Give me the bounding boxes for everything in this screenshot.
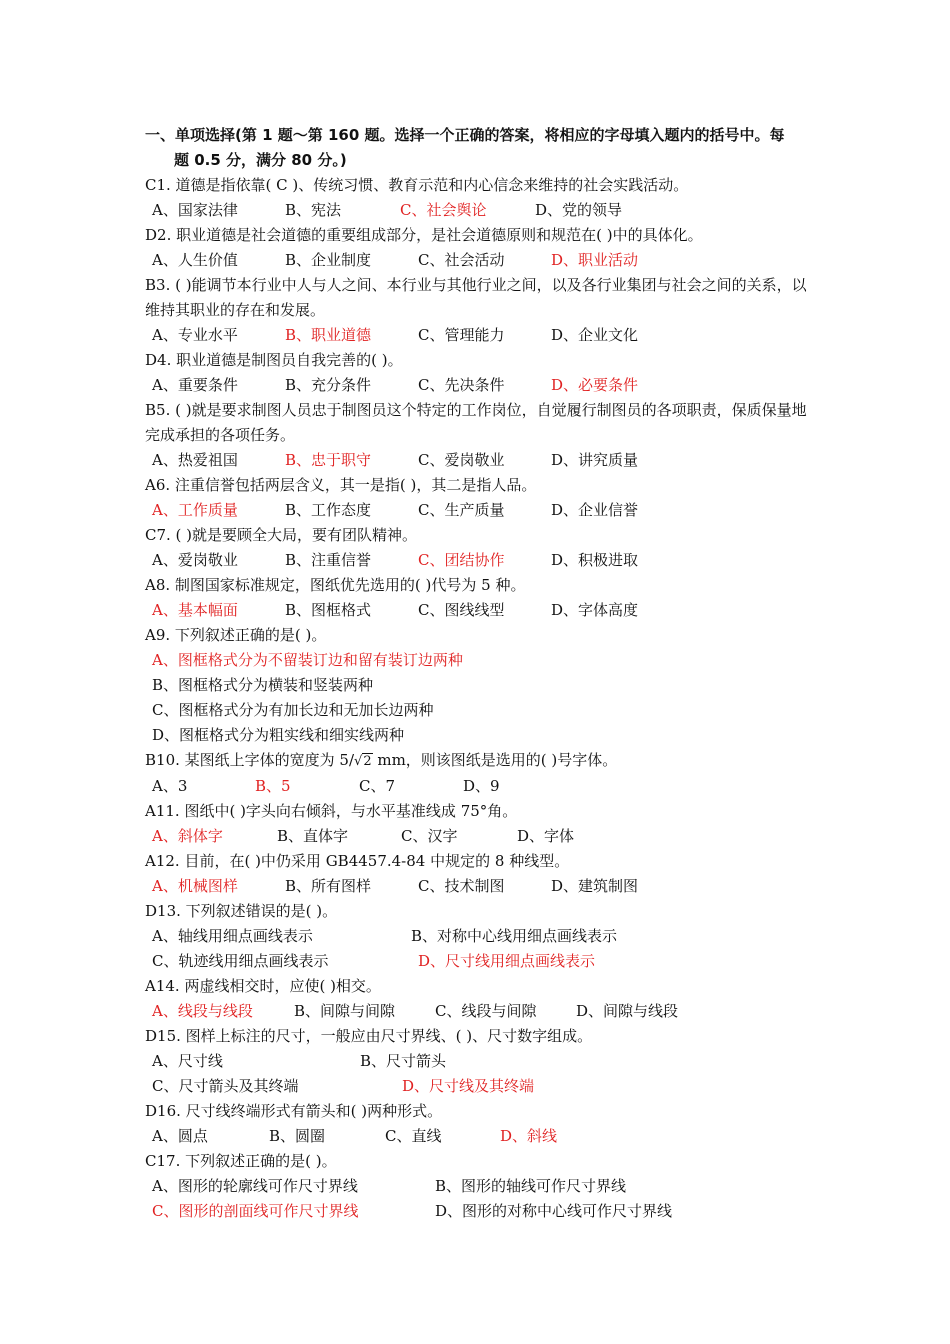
option-row xyxy=(145,598,813,623)
question-text: B5. ( )就是要求制图人员忠于制图员这个特定的工作岗位，自觉履行制图员的各项职责，保质保量地完成承担的各项任务。 xyxy=(145,401,807,444)
option-a: A、尺寸线 xyxy=(152,1052,223,1070)
option-b: B、企业制度 xyxy=(285,251,372,269)
option-row xyxy=(145,1074,813,1099)
option-d: D、字体 xyxy=(517,827,575,845)
option-d: D、斜线 xyxy=(500,1127,558,1145)
option-a: A、机械图样 xyxy=(152,877,238,895)
sqrt-symbol: √ xyxy=(354,754,363,769)
option-a: A、图框格式分为不留装订边和留有装订边两种 xyxy=(152,651,463,669)
option-d: D、积极进取 xyxy=(551,551,639,569)
option-c: C、先决条件 xyxy=(418,376,505,394)
option-d: D、图形的对称中心线可作尺寸界线 xyxy=(435,1202,673,1220)
option-b: B、圆圈 xyxy=(269,1127,326,1145)
option-row xyxy=(145,824,813,849)
section-heading-line2: 题 0.5 分，满分 80 分。) xyxy=(174,151,347,169)
option-b: B、尺寸箭头 xyxy=(360,1052,447,1070)
option-b: B、注重信誉 xyxy=(285,551,372,569)
option-row xyxy=(145,323,813,348)
option-c: C、7 xyxy=(359,777,396,795)
option-a: A、基本幅面 xyxy=(152,601,238,619)
option-row xyxy=(145,774,813,799)
option-row xyxy=(145,498,813,523)
option-a: A、圆点 xyxy=(152,1127,208,1145)
section-heading xyxy=(145,123,813,173)
option-d: D、间隙与线段 xyxy=(576,1002,679,1020)
option-a: A、重要条件 xyxy=(152,376,238,394)
option-b: B、工作态度 xyxy=(285,501,372,519)
question-text: A6. 注重信誉包括两层含义，其一是指( )，其二是指人品。 xyxy=(145,476,537,494)
option-c: C、爱岗敬业 xyxy=(418,451,505,469)
option-row xyxy=(145,648,813,673)
option-b: B、忠于职守 xyxy=(285,451,372,469)
question-text: C7. ( )就是要顾全大局，要有团队精神。 xyxy=(145,526,418,544)
option-d: D、职业活动 xyxy=(551,251,639,269)
option-b: B、宪法 xyxy=(285,201,342,219)
option-row xyxy=(145,698,813,723)
option-row xyxy=(145,723,813,748)
question-text: A8. 制图国家标准规定，图纸优先选用的( )代号为 5 种。 xyxy=(145,576,526,594)
question-text: D15. 图样上标注的尺寸，一般应由尺寸界线、( )、尺寸数字组成。 xyxy=(145,1027,593,1045)
option-b: B、图框格式分为横装和竖装两种 xyxy=(152,676,374,694)
option-row xyxy=(145,1199,813,1224)
question-text-post: mm，则该图纸是选用的( )号字体。 xyxy=(372,751,618,769)
option-c: C、图框格式分为有加长边和无加长边两种 xyxy=(152,701,434,719)
option-c: C、生产质量 xyxy=(418,501,505,519)
question-text-pre: B10. 某图纸上字体的宽度为 5/ xyxy=(145,751,355,769)
option-d: D、尺寸线及其终端 xyxy=(402,1077,535,1095)
option-c: C、轨迹线用细点画线表示 xyxy=(152,952,329,970)
option-c: C、直线 xyxy=(385,1127,442,1145)
option-c: C、技术制图 xyxy=(418,877,505,895)
option-a: A、图形的轮廓线可作尺寸界线 xyxy=(152,1177,358,1195)
option-row xyxy=(145,924,813,949)
option-row xyxy=(145,1124,813,1149)
option-a: A、线段与线段 xyxy=(152,1002,253,1020)
option-row xyxy=(145,373,813,398)
option-c: C、尺寸箭头及其终端 xyxy=(152,1077,299,1095)
option-b: B、直体字 xyxy=(277,827,349,845)
option-d: D、9 xyxy=(463,777,500,795)
option-c: C、汉字 xyxy=(401,827,458,845)
option-a: A、3 xyxy=(152,777,188,795)
question-text: C1. 道德是指依靠( C )、传统习惯、教育示范和内心信念来维持的社会实践活动。 xyxy=(145,176,689,194)
question-text: A11. 图纸中( )字头向右倾斜，与水平基准线成 75°角。 xyxy=(145,802,518,820)
option-c: C、团结协作 xyxy=(418,551,505,569)
option-c: C、社会活动 xyxy=(418,251,505,269)
option-a: A、爱岗敬业 xyxy=(152,551,238,569)
option-row xyxy=(145,673,813,698)
option-a: A、工作质量 xyxy=(152,501,238,519)
question-text: B3. ( )能调节本行业中人与人之间、本行业与其他行业之间，以及各行业集团与社会之间的关系，以维持其职业的存在和发展。 xyxy=(145,276,807,319)
option-a: A、斜体字 xyxy=(152,827,223,845)
option-a: A、国家法律 xyxy=(152,201,238,219)
option-a: A、热爱祖国 xyxy=(152,451,238,469)
option-row xyxy=(145,949,813,974)
option-row xyxy=(145,999,813,1024)
option-d: D、企业文化 xyxy=(551,326,639,344)
option-d: D、建筑制图 xyxy=(551,877,639,895)
option-c: C、管理能力 xyxy=(418,326,505,344)
option-b: B、职业道德 xyxy=(285,326,372,344)
option-d: D、必要条件 xyxy=(551,376,639,394)
option-row xyxy=(145,874,813,899)
option-b: B、间隙与间隙 xyxy=(294,1002,396,1020)
option-a: A、专业水平 xyxy=(152,326,238,344)
option-d: D、企业信誉 xyxy=(551,501,639,519)
option-b: B、充分条件 xyxy=(285,376,372,394)
option-b: B、图形的轴线可作尺寸界线 xyxy=(435,1177,627,1195)
option-d: D、图框格式分为粗实线和细实线两种 xyxy=(152,726,405,744)
option-d: D、字体高度 xyxy=(551,601,639,619)
question-text: D13. 下列叙述错误的是( )。 xyxy=(145,902,338,920)
option-d: D、讲究质量 xyxy=(551,451,639,469)
option-row xyxy=(145,198,813,223)
option-row xyxy=(145,448,813,473)
question-text: A12. 目前，在( )中仍采用 GB4457.4-84 中规定的 8 种线型。 xyxy=(145,852,570,870)
option-row xyxy=(145,1174,813,1199)
option-c: C、图线线型 xyxy=(418,601,505,619)
question-text: D4. 职业道德是制图员自我完善的( )。 xyxy=(145,351,403,369)
option-row xyxy=(145,248,813,273)
question-text xyxy=(145,748,813,774)
question-text: D2. 职业道德是社会道德的重要组成部分，是社会道德原则和规范在( )中的具体化。 xyxy=(145,226,703,244)
question-text: A14. 两虚线相交时，应使( )相交。 xyxy=(145,977,381,995)
option-d: D、党的领导 xyxy=(535,201,623,219)
question-text: D16. 尺寸线终端形式有箭头和( )两种形式。 xyxy=(145,1102,443,1120)
exam-page xyxy=(145,123,813,1224)
sqrt-radicand: 2 xyxy=(363,754,372,769)
question-text: C17. 下列叙述正确的是( )。 xyxy=(145,1152,337,1170)
section-heading-line1: 一、单项选择(第 1 题～第 160 题。选择一个正确的答案，将相应的字母填入题内的括号中。每 xyxy=(145,126,785,144)
option-c: C、线段与间隙 xyxy=(435,1002,537,1020)
option-b: B、5 xyxy=(255,777,291,795)
option-d: D、尺寸线用细点画线表示 xyxy=(418,952,596,970)
option-c: C、社会舆论 xyxy=(400,201,487,219)
option-c: C、图形的剖面线可作尺寸界线 xyxy=(152,1202,359,1220)
option-a: A、人生价值 xyxy=(152,251,238,269)
option-b: B、所有图样 xyxy=(285,877,372,895)
option-row xyxy=(145,548,813,573)
question-text: A9. 下列叙述正确的是( )。 xyxy=(145,626,327,644)
option-a: A、轴线用细点画线表示 xyxy=(152,927,313,945)
option-b: B、图框格式 xyxy=(285,601,372,619)
option-row xyxy=(145,1049,813,1074)
option-b: B、对称中心线用细点画线表示 xyxy=(411,927,618,945)
